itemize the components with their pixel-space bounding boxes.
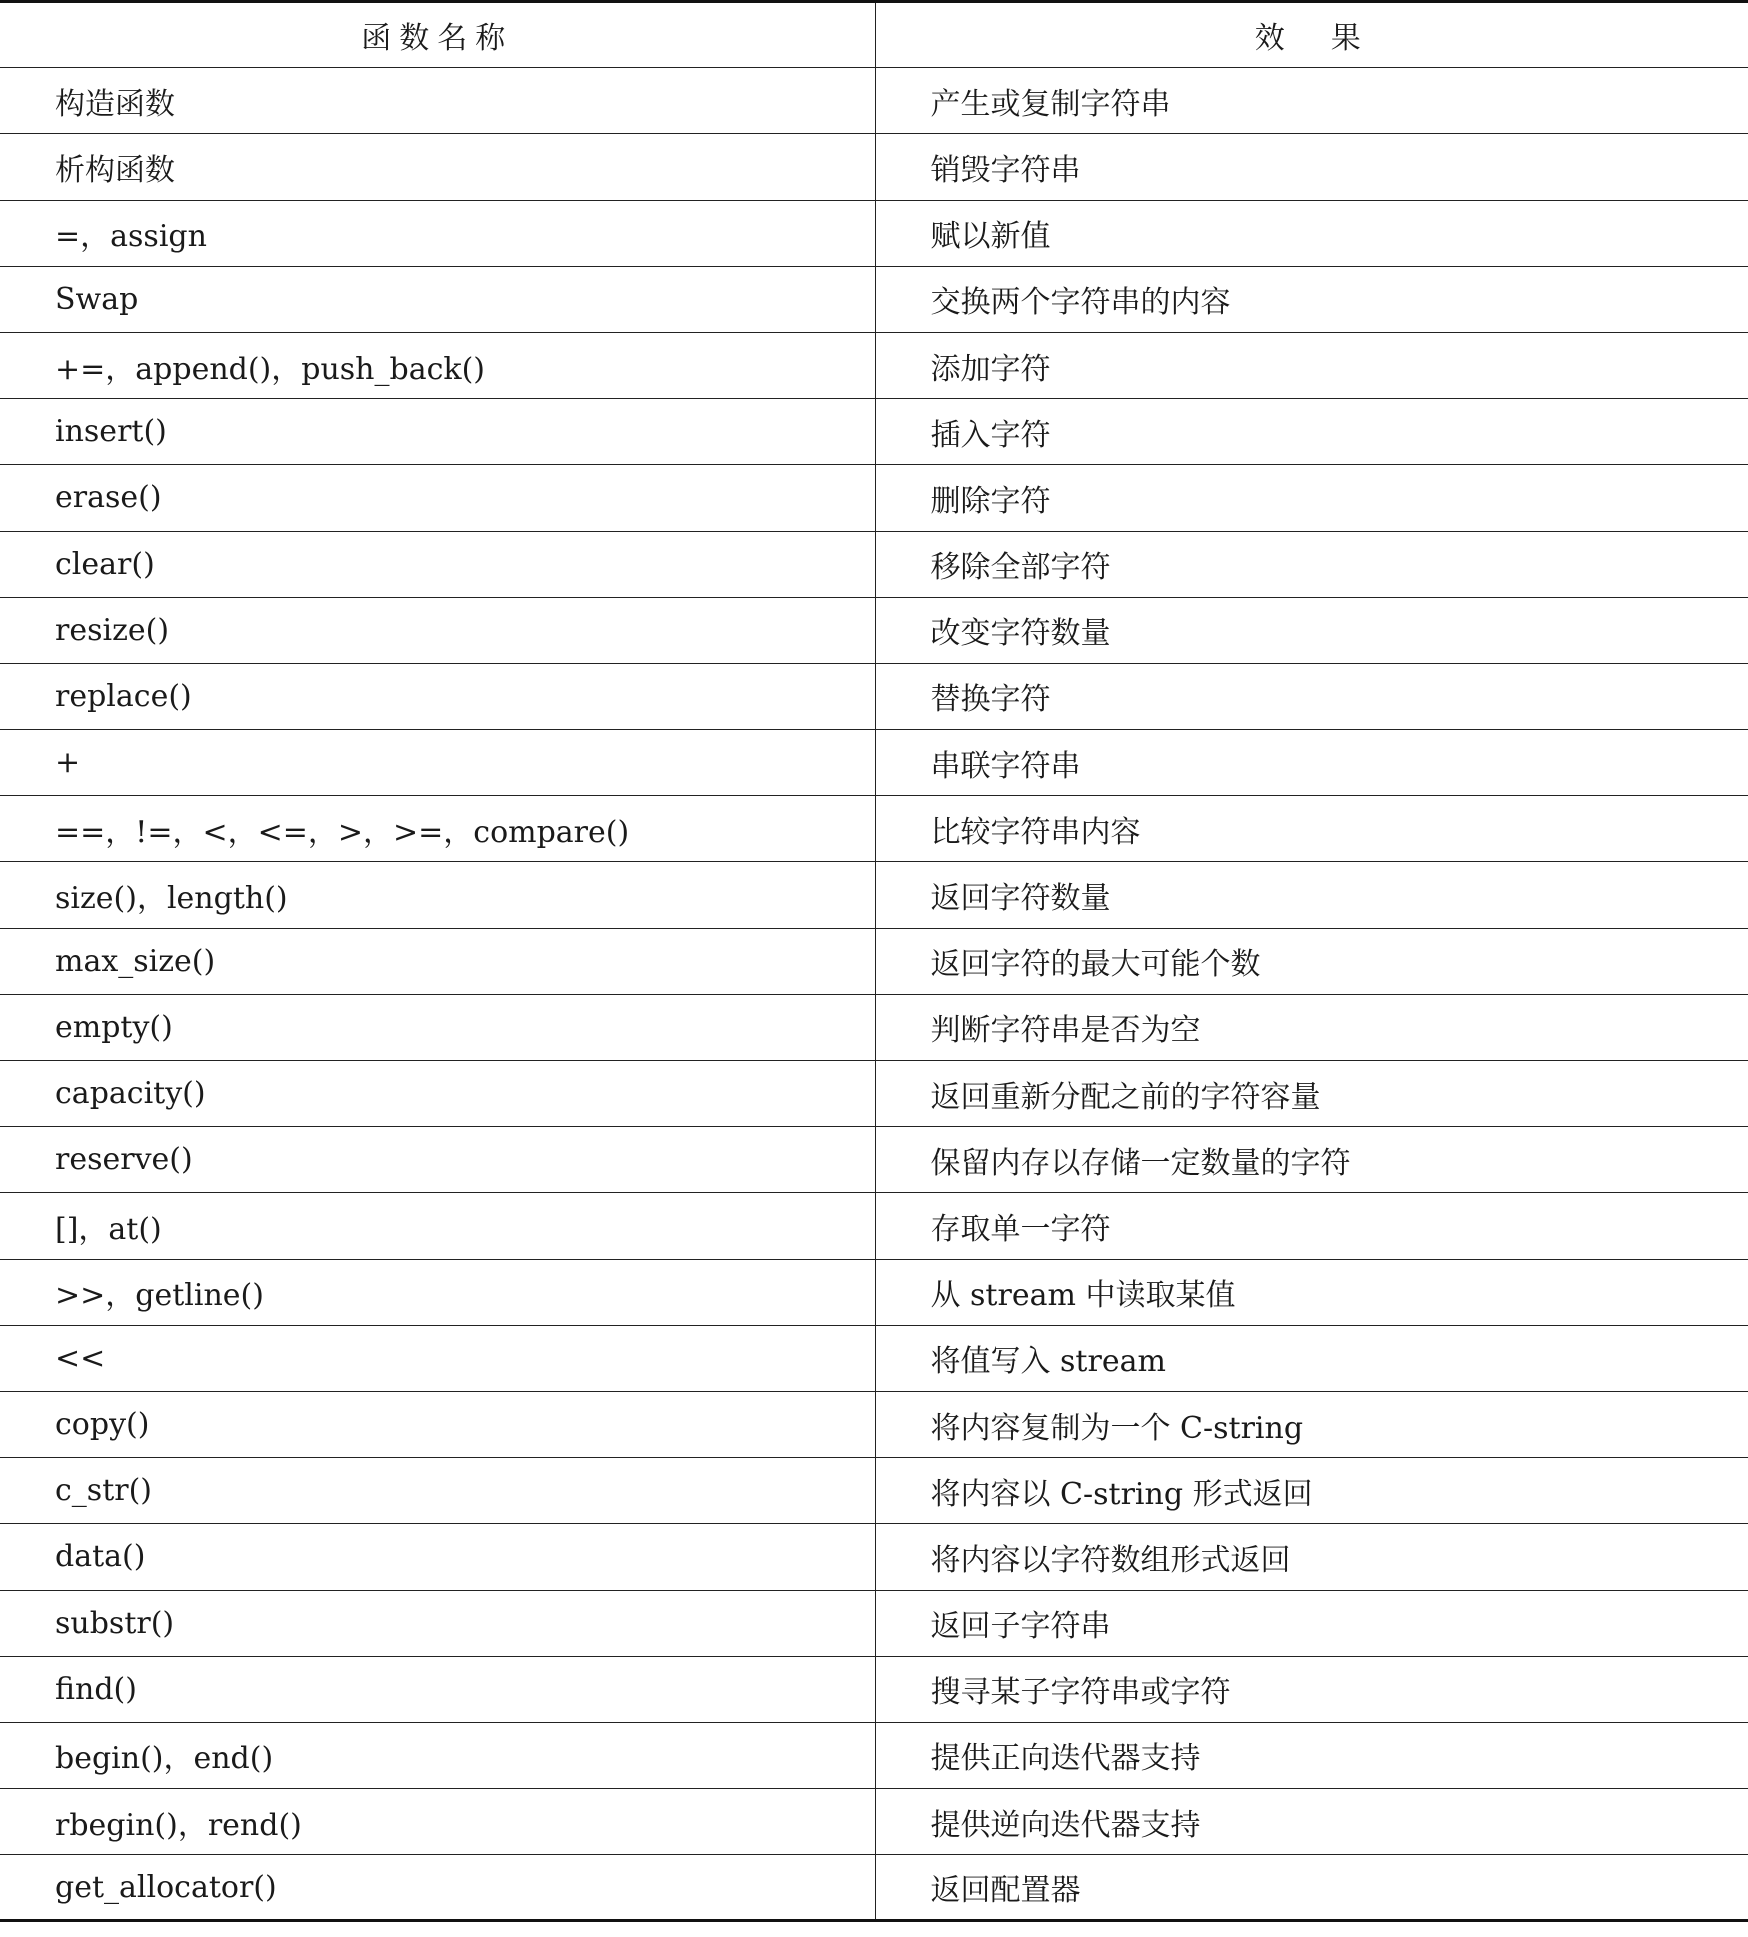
table-row [0,200,1748,266]
table-row [0,1656,1748,1722]
effect-cell: 将内容以 C-string 形式返回 [875,1458,1748,1524]
function-name-cell: copy() [0,1391,875,1457]
function-name-cell: resize() [0,597,875,663]
effect-cell: 提供逆向迭代器支持 [875,1789,1748,1855]
effect-cell: 将值写入 stream [875,1325,1748,1391]
header-effect: 效 果 [875,2,1748,68]
table-row [0,730,1748,796]
function-name-cell: insert() [0,399,875,465]
effect-cell: 比较字符串内容 [875,796,1748,862]
table-row [0,1789,1748,1855]
table-row [0,1325,1748,1391]
function-name-cell: begin()，end() [0,1722,875,1788]
effect-cell: 存取单一字符 [875,1193,1748,1259]
effect-cell: 串联字符串 [875,730,1748,796]
effect-cell: 返回字符的最大可能个数 [875,928,1748,994]
function-name-cell: =，assign [0,200,875,266]
effect-cell: 产生或复制字符串 [875,68,1748,134]
table-row [0,663,1748,729]
function-name-cell: find() [0,1656,875,1722]
effect-cell: 删除字符 [875,465,1748,531]
effect-cell: 返回重新分配之前的字符容量 [875,1061,1748,1127]
effect-cell: 销毁字符串 [875,134,1748,200]
function-name-cell: get_allocator() [0,1855,875,1921]
table-row [0,266,1748,332]
table-row [0,597,1748,663]
table-row [0,1391,1748,1457]
function-name-cell: + [0,730,875,796]
function-name-cell: clear() [0,531,875,597]
table-row [0,1590,1748,1656]
function-name-cell: rbegin()，rend() [0,1789,875,1855]
effect-cell: 返回子字符串 [875,1590,1748,1656]
function-name-cell: size()，length() [0,862,875,928]
function-name-cell: reserve() [0,1127,875,1193]
effect-cell: 移除全部字符 [875,531,1748,597]
table-row [0,796,1748,862]
effect-cell: 赋以新值 [875,200,1748,266]
function-name-cell: empty() [0,994,875,1060]
function-name-cell: ==，!=，<，<=，>，>=，compare() [0,796,875,862]
function-name-cell: Swap [0,266,875,332]
table-row [0,1259,1748,1325]
table-row [0,134,1748,200]
table-row [0,1193,1748,1259]
effect-cell: 添加字符 [875,332,1748,398]
table-row [0,994,1748,1060]
table-row [0,1061,1748,1127]
function-name-cell: substr() [0,1590,875,1656]
table-row [0,399,1748,465]
effect-cell: 搜寻某子字符串或字符 [875,1656,1748,1722]
function-name-cell: 构造函数 [0,68,875,134]
effect-cell: 交换两个字符串的内容 [875,266,1748,332]
effect-cell: 将内容以字符数组形式返回 [875,1524,1748,1590]
effect-cell: 保留内存以存储一定数量的字符 [875,1127,1748,1193]
effect-cell: 返回配置器 [875,1855,1748,1921]
effect-cell: 从 stream 中读取某值 [875,1259,1748,1325]
effect-cell: 返回字符数量 [875,862,1748,928]
function-name-cell: erase() [0,465,875,531]
table-row [0,465,1748,531]
table-row [0,862,1748,928]
table-row [0,68,1748,134]
function-name-cell: replace() [0,663,875,729]
function-name-cell: +=，append()，push_back() [0,332,875,398]
table-row [0,531,1748,597]
table-row [0,1458,1748,1524]
table-header-row [0,2,1748,68]
table-body [0,68,1748,1921]
effect-cell: 改变字符数量 [875,597,1748,663]
effect-cell: 提供正向迭代器支持 [875,1722,1748,1788]
effect-cell: 插入字符 [875,399,1748,465]
function-name-cell: []，at() [0,1193,875,1259]
table-row [0,1722,1748,1788]
header-function-name: 函数名称 [0,2,875,68]
function-name-cell: data() [0,1524,875,1590]
function-name-cell: capacity() [0,1061,875,1127]
table-row [0,1524,1748,1590]
effect-cell: 将内容复制为一个 C-string [875,1391,1748,1457]
effect-cell: 替换字符 [875,663,1748,729]
function-name-cell: >>，getline() [0,1259,875,1325]
table-row [0,1127,1748,1193]
function-name-cell: << [0,1325,875,1391]
function-name-cell: 析构函数 [0,134,875,200]
table-row [0,1855,1748,1921]
function-name-cell: c_str() [0,1458,875,1524]
effect-cell: 判断字符串是否为空 [875,994,1748,1060]
table-row [0,928,1748,994]
table-row [0,332,1748,398]
function-name-cell: max_size() [0,928,875,994]
